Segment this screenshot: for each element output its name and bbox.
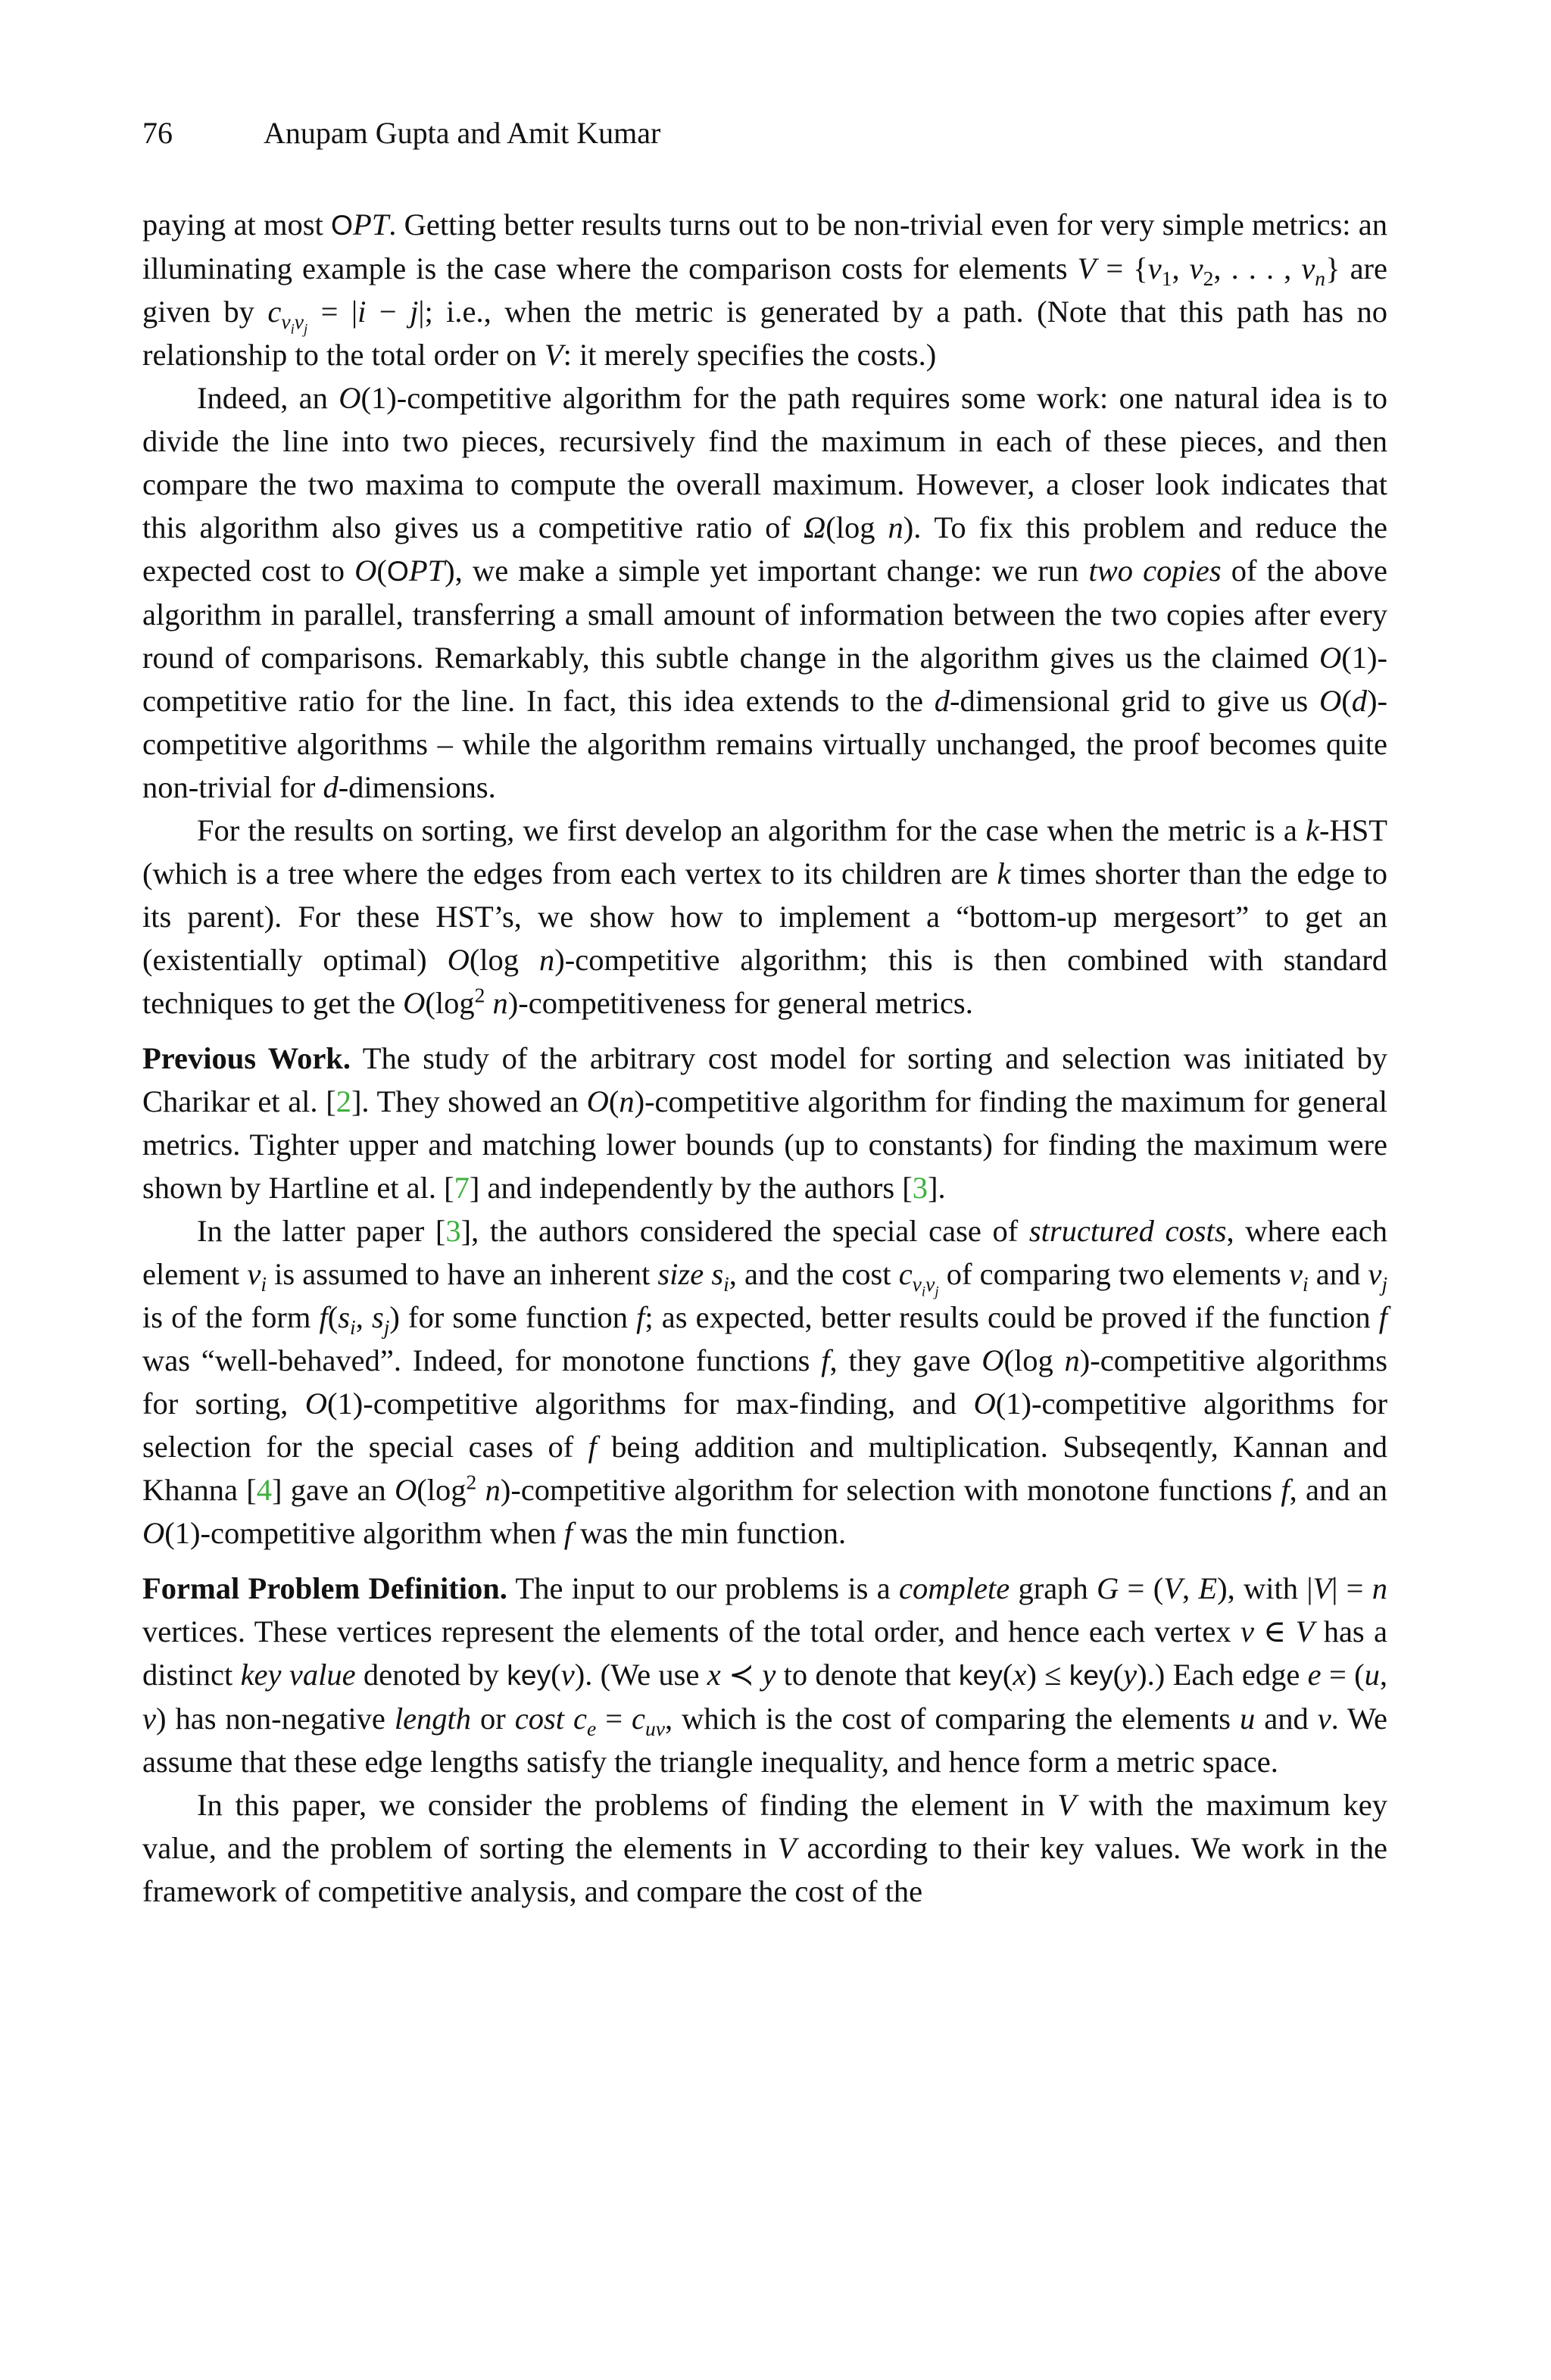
math-symbol: f: [1378, 1300, 1387, 1334]
paragraph: [142, 1209, 1387, 1555]
math-symbol: V: [544, 338, 563, 372]
text-run: -dimensional grid to give us: [950, 684, 1319, 718]
math-symbol: f: [821, 1343, 830, 1377]
text-run: of the above algorithm in parallel, transferring a small amount of information between the two copies after every round of comparisons. Remarkably, this subtle change in the algorithm gives us the claimed: [142, 554, 1388, 675]
text-run: ; i.e., when the metric is generated by a path. (Note that this path has no relationship to the total order on: [142, 295, 1388, 372]
emphasis: size: [657, 1257, 704, 1291]
math-expression: $c_{v_iv_j}$: [898, 1257, 939, 1300]
text-run: being addition and multiplication. Subseqently, Kannan and Khanna [: [142, 1430, 1387, 1507]
text-run: of comparing two elements: [938, 1257, 1289, 1291]
text-run: was “well-behaved”. Indeed, for monotone functions: [142, 1343, 822, 1377]
math-expression: OPT: [330, 207, 389, 242]
text-run: according to their key values. We work in the framework of competitive analysis, and compare the cost of the: [142, 1831, 1387, 1908]
math-symbol: d: [934, 684, 950, 718]
math-symbol: d: [323, 770, 339, 804]
text-run: vertices. These vertices represent the elements of the total order, and hence each vertex: [142, 1614, 1240, 1649]
math-symbol: f: [563, 1516, 573, 1550]
text-run: For the results on sorting, we first develop an algorithm for the case when the metric is a: [197, 813, 1306, 847]
running-head-authors: Anupam Gupta and Amit Kumar: [264, 116, 661, 150]
citation-link[interactable]: 3: [445, 1214, 461, 1248]
text-run: In this paper, we consider the problems of finding the element in: [197, 1788, 1058, 1822]
paragraph: [142, 1037, 1387, 1209]
math-symbol: f: [636, 1300, 645, 1334]
text-run: is of the form: [142, 1300, 320, 1334]
text-run: , we make a simple yet important change: we run: [454, 554, 1089, 588]
text-run: paying at most: [142, 207, 331, 242]
section-run-in-heading: Formal Problem Definition.: [142, 1571, 507, 1605]
math-expression: x ≺ y: [707, 1658, 776, 1692]
text-run: -competitive algorithm for selection with monotone functions: [510, 1473, 1281, 1507]
math-expression: $f(s_i$, $s_j$): [319, 1300, 400, 1340]
text-run: with the maximum key value, and the problem of sorting the elements in: [142, 1788, 1387, 1865]
running-head: [142, 112, 660, 154]
emphasis: cost: [514, 1702, 565, 1736]
text-run: -dimensions.: [338, 770, 496, 804]
math-expression: v ∈ V: [1240, 1614, 1315, 1649]
body-text: [142, 203, 1387, 1913]
math-expression: O(1): [339, 381, 397, 415]
paragraph: [142, 1783, 1387, 1913]
emphasis: key value: [240, 1658, 356, 1692]
math-expression: O(1): [142, 1516, 201, 1550]
text-run: are given by: [142, 251, 1388, 329]
text-run: ]. They showed an: [351, 1084, 587, 1118]
text-run: , where each element: [142, 1214, 1387, 1291]
math-expression: O(1): [1319, 641, 1378, 675]
text-run: to denote that: [776, 1658, 959, 1692]
text-run: -competitive algorithms for sorting,: [142, 1343, 1387, 1421]
text-run: -competitiveness for general metrics.: [518, 986, 973, 1020]
math-expression: Ω(log n): [803, 510, 914, 544]
text-run: . (We use: [585, 1658, 707, 1692]
text-run: has a distinct: [142, 1614, 1387, 1692]
text-run: . Getting better results turns out to be non-trivial even for very simple metrics: an illuminating example is the case where the comparison costs for elements: [142, 207, 1387, 285]
text-run: for some function: [399, 1300, 637, 1334]
text-run: is assumed to have an inherent: [266, 1257, 658, 1291]
citation-link[interactable]: 3: [912, 1171, 928, 1205]
text-run: -competitive ratio for the line. In fact, this idea extends to the: [142, 641, 1387, 718]
text-run: -competitive algorithms – while the algorithm remains virtually unchanged, the proof becomes quite non-trivial for: [142, 684, 1387, 804]
text-run: ] gave an: [271, 1473, 395, 1507]
text-run: -HST (which is a tree where the edges from each vertex to its children are: [142, 813, 1387, 891]
math-expression: $O(\log^2$ n): [403, 983, 519, 1020]
text-run: In the latter paper [: [197, 1214, 446, 1248]
text-run: was the: [573, 1516, 681, 1550]
math-expression: $v_i$: [1288, 1257, 1309, 1296]
text-run: -competitive algorithm when: [200, 1516, 564, 1550]
text-run: , with: [1227, 1571, 1307, 1605]
math-expression: G = (V, E): [1097, 1571, 1228, 1605]
math-expression: $s_i$: [711, 1257, 729, 1296]
text-run: times shorter than the edge to its parent). For these HST’s, we show how to implement a “bottom-up mergesort” to get an (existentially optimal): [142, 856, 1387, 977]
math-expression: O(d): [1319, 684, 1378, 718]
math-symbol: u: [1240, 1702, 1256, 1736]
math-symbol: f: [588, 1430, 597, 1464]
emphasis: complete: [899, 1571, 1010, 1605]
math-expression: O(1): [304, 1387, 364, 1421]
text-run: , and the cost: [729, 1257, 899, 1291]
text-run: and: [1255, 1702, 1318, 1736]
text-run: , which is the cost of comparing the elements: [665, 1702, 1240, 1736]
text-run: ].: [928, 1171, 946, 1205]
emphasis: length: [394, 1702, 472, 1736]
math-expression: $V = \{v_1$, $v_2$, . . . , $v_n$}: [1077, 251, 1340, 291]
text-run: The input to our problems is a: [507, 1571, 899, 1605]
text-run: has non-negative: [166, 1702, 395, 1736]
math-symbol: k: [997, 856, 1011, 891]
paragraph: [142, 1567, 1387, 1783]
text-run: , they gave: [829, 1343, 982, 1377]
paragraph: [142, 376, 1387, 809]
text-run: -competitive algorithm for the path requires some work: one natural idea is to divide the line into two pieces, recursively find the maximum in each of these pieces, and then compare the two maxima to compute the overall maximum. However, a closer look indicates that this algorithm also gives us a competitive ratio of: [142, 381, 1387, 544]
math-expression: O(log n): [981, 1343, 1091, 1377]
section-run-in-heading: Previous Work.: [142, 1041, 351, 1075]
paragraph: [142, 203, 1387, 376]
text-run: [704, 1257, 711, 1291]
math-expression: key(x) ≤ key(y): [958, 1658, 1147, 1692]
text-run: : it merely specifies the costs.): [563, 338, 937, 372]
math-symbol: v: [1317, 1702, 1331, 1736]
text-run: ; as expected, better results could be proved if the function: [644, 1300, 1379, 1334]
text-run: and: [1308, 1257, 1368, 1291]
text-run: Indeed, an: [197, 381, 339, 415]
text-run: function.: [728, 1516, 847, 1550]
math-expression: e = (u, v): [142, 1658, 1388, 1736]
text-run: . To fix this problem and reduce the expected cost to: [142, 510, 1387, 588]
text-run: -competitive algorithm; this is then combined with standard techniques to get the: [142, 943, 1387, 1020]
math-symbol: V: [1057, 1788, 1076, 1822]
text-run: or: [471, 1702, 515, 1736]
citation-link[interactable]: 4: [256, 1473, 272, 1507]
text-run: -competitive algorithm for finding the maximum for general metrics. Tighter upper and matching lower bounds (up to constants) for finding the maximum were shown by Hartline et al. [: [142, 1084, 1388, 1205]
text-run: The study of the arbitrary cost model for sorting and selection was initiated by Charikar et al. [: [142, 1041, 1387, 1118]
math-symbol: V: [777, 1831, 797, 1865]
text-run: .) Each edge: [1147, 1658, 1308, 1692]
math-expression: O(log n): [447, 943, 565, 977]
math-expression: O(n): [586, 1084, 645, 1118]
math-symbol: k: [1306, 813, 1319, 847]
math-expression: $O(\log^2$ n): [395, 1470, 511, 1507]
text-run: -competitive algorithms for selection for the special cases of: [142, 1387, 1387, 1464]
math-symbol: min: [680, 1516, 729, 1550]
paragraph: [142, 809, 1387, 1025]
text-run: ], the authors considered the special case of: [460, 1214, 1029, 1248]
math-expression: $v_i$: [247, 1257, 267, 1296]
page-number: 76: [142, 116, 173, 150]
citation-link[interactable]: 7: [454, 1171, 470, 1205]
math-symbol: f: [1281, 1473, 1290, 1507]
math-expression: $c_e = c_{uv}$: [573, 1702, 665, 1741]
text-run: [564, 1702, 573, 1736]
math-expression: key(v): [507, 1658, 585, 1692]
math-expression: O(1): [973, 1387, 1031, 1421]
citation-link[interactable]: 2: [335, 1084, 351, 1118]
text-run: denoted by: [355, 1658, 507, 1692]
math-expression: $c_{v_iv_j} = |i - j|$: [267, 295, 425, 338]
math-expression: $v_j$: [1368, 1257, 1387, 1296]
math-expression: |V| = n: [1306, 1571, 1388, 1605]
text-run: ] and independently by the authors [: [469, 1171, 913, 1205]
emphasis: two copies: [1088, 554, 1222, 588]
emphasis: structured costs: [1028, 1214, 1227, 1248]
text-run: graph: [1010, 1571, 1097, 1605]
text-run: -competitive algorithms for max-finding, and: [363, 1387, 974, 1421]
text-run: , and an: [1289, 1473, 1388, 1507]
text-run: . We assume that these edge lengths satisfy the triangle inequality, and hence form a metric space.: [142, 1702, 1388, 1779]
math-expression: O(OPT): [354, 554, 455, 588]
